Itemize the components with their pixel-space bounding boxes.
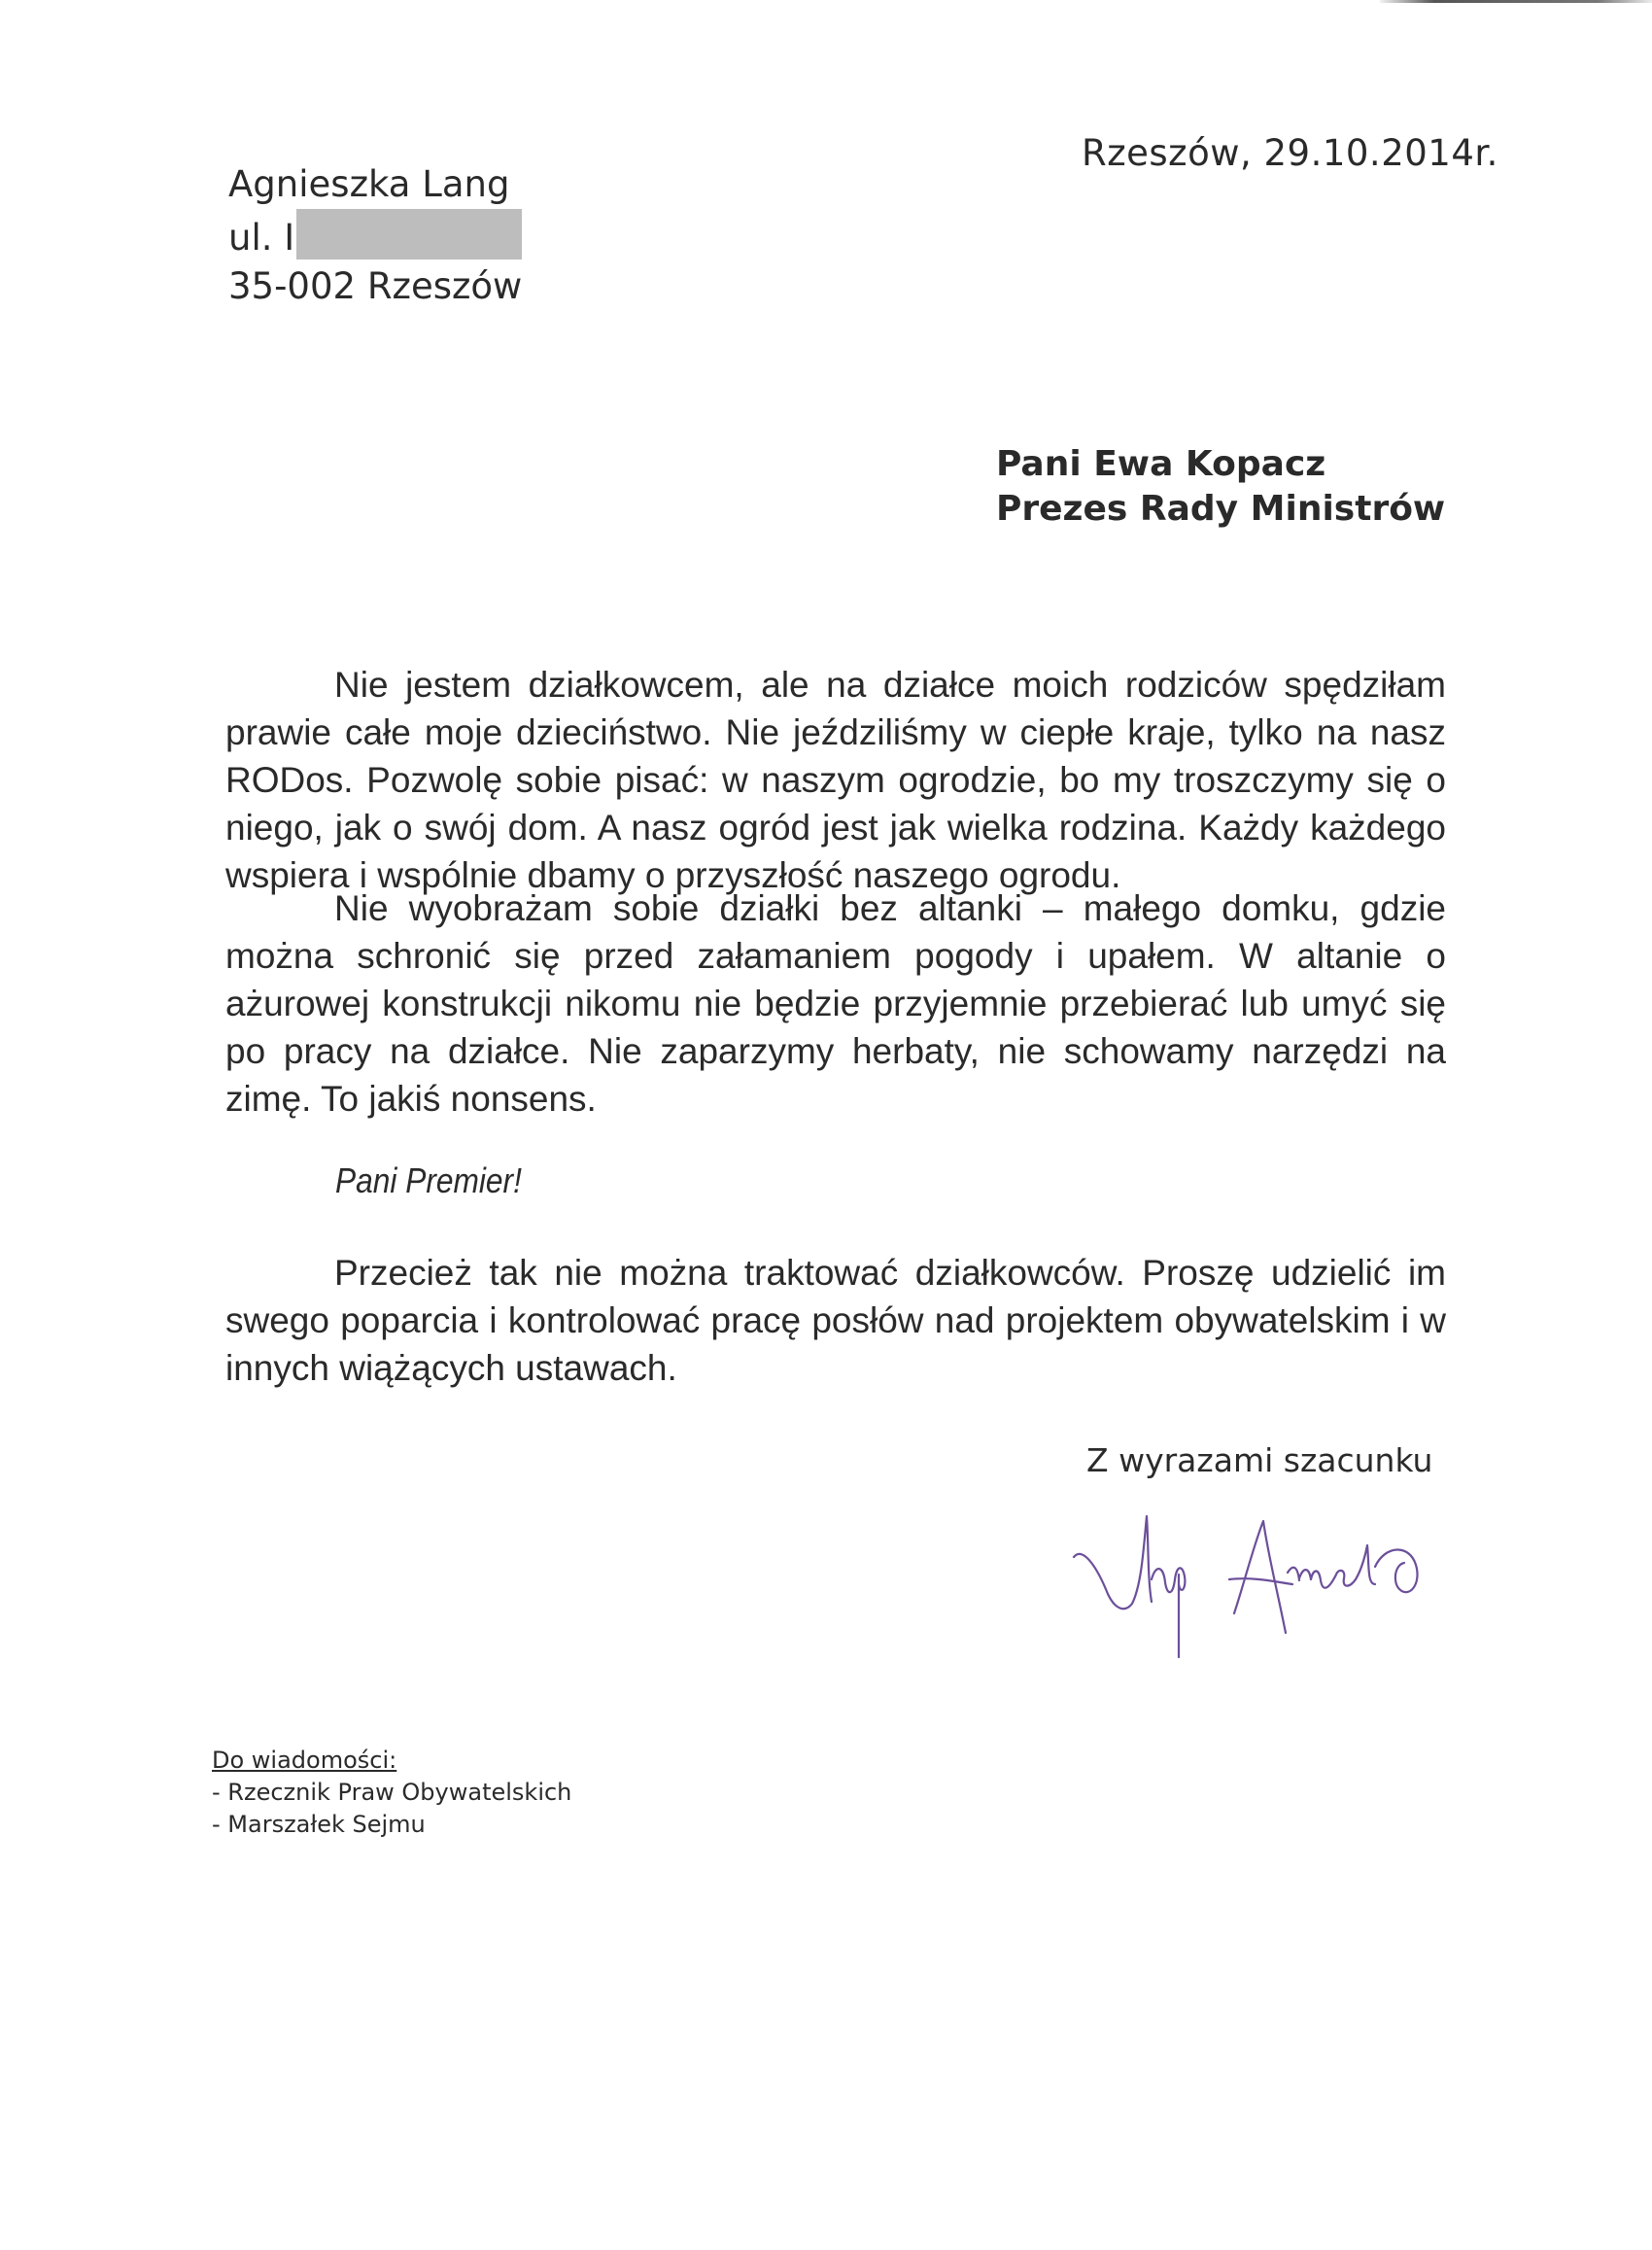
cc-item: - Rzecznik Praw Obywatelskich (212, 1779, 572, 1806)
paragraph-text: Przecież tak nie można traktować działkowców. Proszę udzielić im swego poparcia i kontrolować pracę posłów nad projektem obywatelskim i w innych wiążących ustawach. (225, 1253, 1446, 1388)
cc-title: Do wiadomości: (212, 1747, 397, 1774)
sender-postal-city: 35-002 Rzeszów (228, 265, 523, 307)
sender-name: Agnieszka Lang (228, 163, 510, 205)
handwritten-signature (1054, 1487, 1443, 1662)
cc-block (212, 1745, 571, 1841)
body-paragraph-2 (225, 884, 1446, 1123)
redaction-box (296, 209, 522, 260)
paragraph-text: Nie jestem działkowcem, ale na działce moich rodziców spędziłam prawie całe moje dzieciństwo. Nie jeździliśmy w ciepłe kraje, tylko na nasz RODos. Pozwolę sobie pisać: w naszym ogrodzie, bo my troszczymy się o niego, jak o swój dom. A nasz ogród jest jak wielka rodzina. Każdy każdego wspiera i wspólnie dbamy o przyszłość naszego ogrodu. (225, 665, 1446, 895)
recipient-title: Prezes Rady Ministrów (996, 489, 1446, 529)
body-paragraph-3 (225, 1249, 1446, 1392)
paragraph-text: Nie wyobrażam sobie działki bez altanki – małego domku, gdzie można schronić się przed załamaniem pogody i upałem. W altanie o ażurowej konstrukcji nikomu nie będzie przyjemnie przebierać lub umyć się po pracy na działce. Nie zaparzymy herbaty, nie schowamy narzędzi na zimę. To jakiś nonsens. (225, 888, 1446, 1119)
sender-address (228, 160, 522, 311)
recipient-name: Pani Ewa Kopacz (996, 444, 1326, 484)
salutation: Pani Premier! (335, 1160, 522, 1200)
recipient-block (996, 442, 1445, 532)
signature-stroke (1152, 1568, 1185, 1657)
signature-stroke (1288, 1545, 1375, 1588)
signature-stroke (1074, 1516, 1152, 1609)
closing: Z wyrazami szacunku (1086, 1441, 1433, 1479)
cc-item: - Marszałek Sejmu (212, 1811, 426, 1838)
signature-stroke (1229, 1521, 1292, 1633)
signature-stroke (1375, 1549, 1418, 1592)
scan-edge-mark (1380, 0, 1652, 3)
place-date: Rzeszów, 29.10.2014r. (1082, 132, 1498, 174)
sender-street: ul. I (228, 217, 295, 259)
sender-street-line (228, 209, 522, 262)
body-paragraph-1 (225, 661, 1446, 899)
